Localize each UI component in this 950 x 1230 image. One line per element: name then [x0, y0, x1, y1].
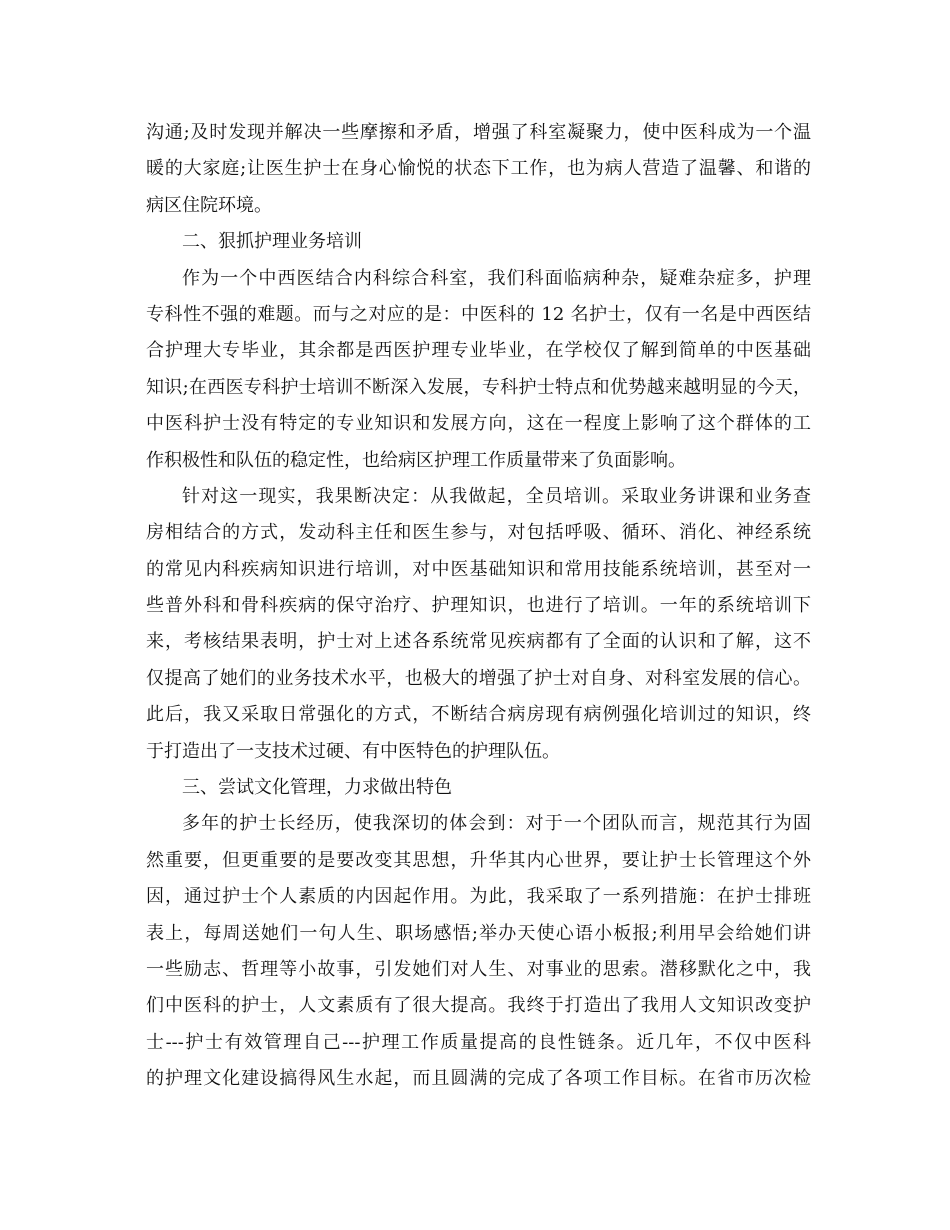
text-line: 的常见内科疾病知识进行培训，对中医基础知识和常用技能系统培训，甚至对一	[146, 558, 811, 580]
text-line: 二、狠抓护理业务培训	[182, 231, 362, 253]
text-line: 些普外科和骨科疾病的保守治疗、护理知识，也进行了培训。一年的系统培训下	[146, 595, 811, 617]
text-line: 作为一个中西医结合内科综合科室，我们科面临病种杂，疑难杂症多，护理	[182, 267, 811, 289]
text-line: 因，通过护士个人素质的内因起作用。为此，我采取了一系列措施：在护士排班	[146, 886, 811, 908]
text-line: 房相结合的方式，发动科主任和医生参与，对包括呼吸、循环、消化、神经系统	[146, 522, 811, 544]
text-line: 合护理大专毕业，其余都是西医护理专业毕业，在学校仅了解到简单的中医基础	[146, 340, 811, 362]
text-line: 病区住院环境。	[146, 194, 272, 216]
text-line: 中医科护士没有特定的专业知识和发展方向，这在一程度上影响了这个群体的工	[146, 413, 811, 435]
text-line: 作积极性和队伍的稳定性，也给病区护理工作质量带来了负面影响。	[146, 449, 686, 471]
text-line: 来，考核结果表明，护士对上述各系统常见疾病都有了全面的认识和了解，这不	[146, 631, 811, 653]
text-line: 知识;在西医专科护士培训不断深入发展，专科护士特点和优势越来越明显的今天，	[146, 376, 811, 398]
text-line: 表上，每周送她们一句人生、职场感悟;举办天使心语小板报;利用早会给她们讲	[146, 922, 811, 944]
text-line: 专科性不强的难题。而与之对应的是：中医科的 12 名护士，仅有一名是中西医结	[146, 303, 811, 325]
text-line: 沟通;及时发现并解决一些摩擦和矛盾，增强了科室凝聚力，使中医科成为一个温	[146, 122, 811, 143]
text-line: 仅提高了她们的业务技术水平，也极大的增强了护士对自身、对科室发展的信心。	[146, 667, 811, 689]
text-line: 多年的护士长经历，使我深切的体会到：对于一个团队而言，规范其行为固	[182, 813, 811, 835]
text-line: 针对这一现实，我果断决定：从我做起，全员培训。采取业务讲课和业务查	[182, 485, 811, 507]
document-body	[146, 115, 811, 1098]
text-line: 于打造出了一支技术过硬、有中医特色的护理队伍。	[146, 740, 560, 762]
text-line: 此后，我又采取日常强化的方式，不断结合病房现有病例强化培训过的知识，终	[146, 704, 811, 726]
text-line: 们中医科的护士，人文素质有了很大提高。我终于打造出了我用人文知识改变护	[146, 995, 811, 1017]
text-line: 然重要，但更重要的是要改变其思想，升华其内心世界，要让护士长管理这个外	[146, 849, 811, 871]
text-line: 一些励志、哲理等小故事，引发她们对人生、对事业的思索。潜移默化之中，我	[146, 958, 811, 980]
text-line: 暖的大家庭;让医生护士在身心愉悦的状态下工作，也为病人营造了温馨、和谐的	[146, 158, 811, 180]
text-line: 士---护士有效管理自己---护理工作质量提高的良性链条。近几年，不仅中医科	[146, 1031, 811, 1053]
text-line: 三、尝试文化管理，力求做出特色	[182, 777, 452, 799]
text-line: 的护理文化建设搞得风生水起，而且圆满的完成了各项工作目标。在省市历次检	[146, 1068, 811, 1090]
